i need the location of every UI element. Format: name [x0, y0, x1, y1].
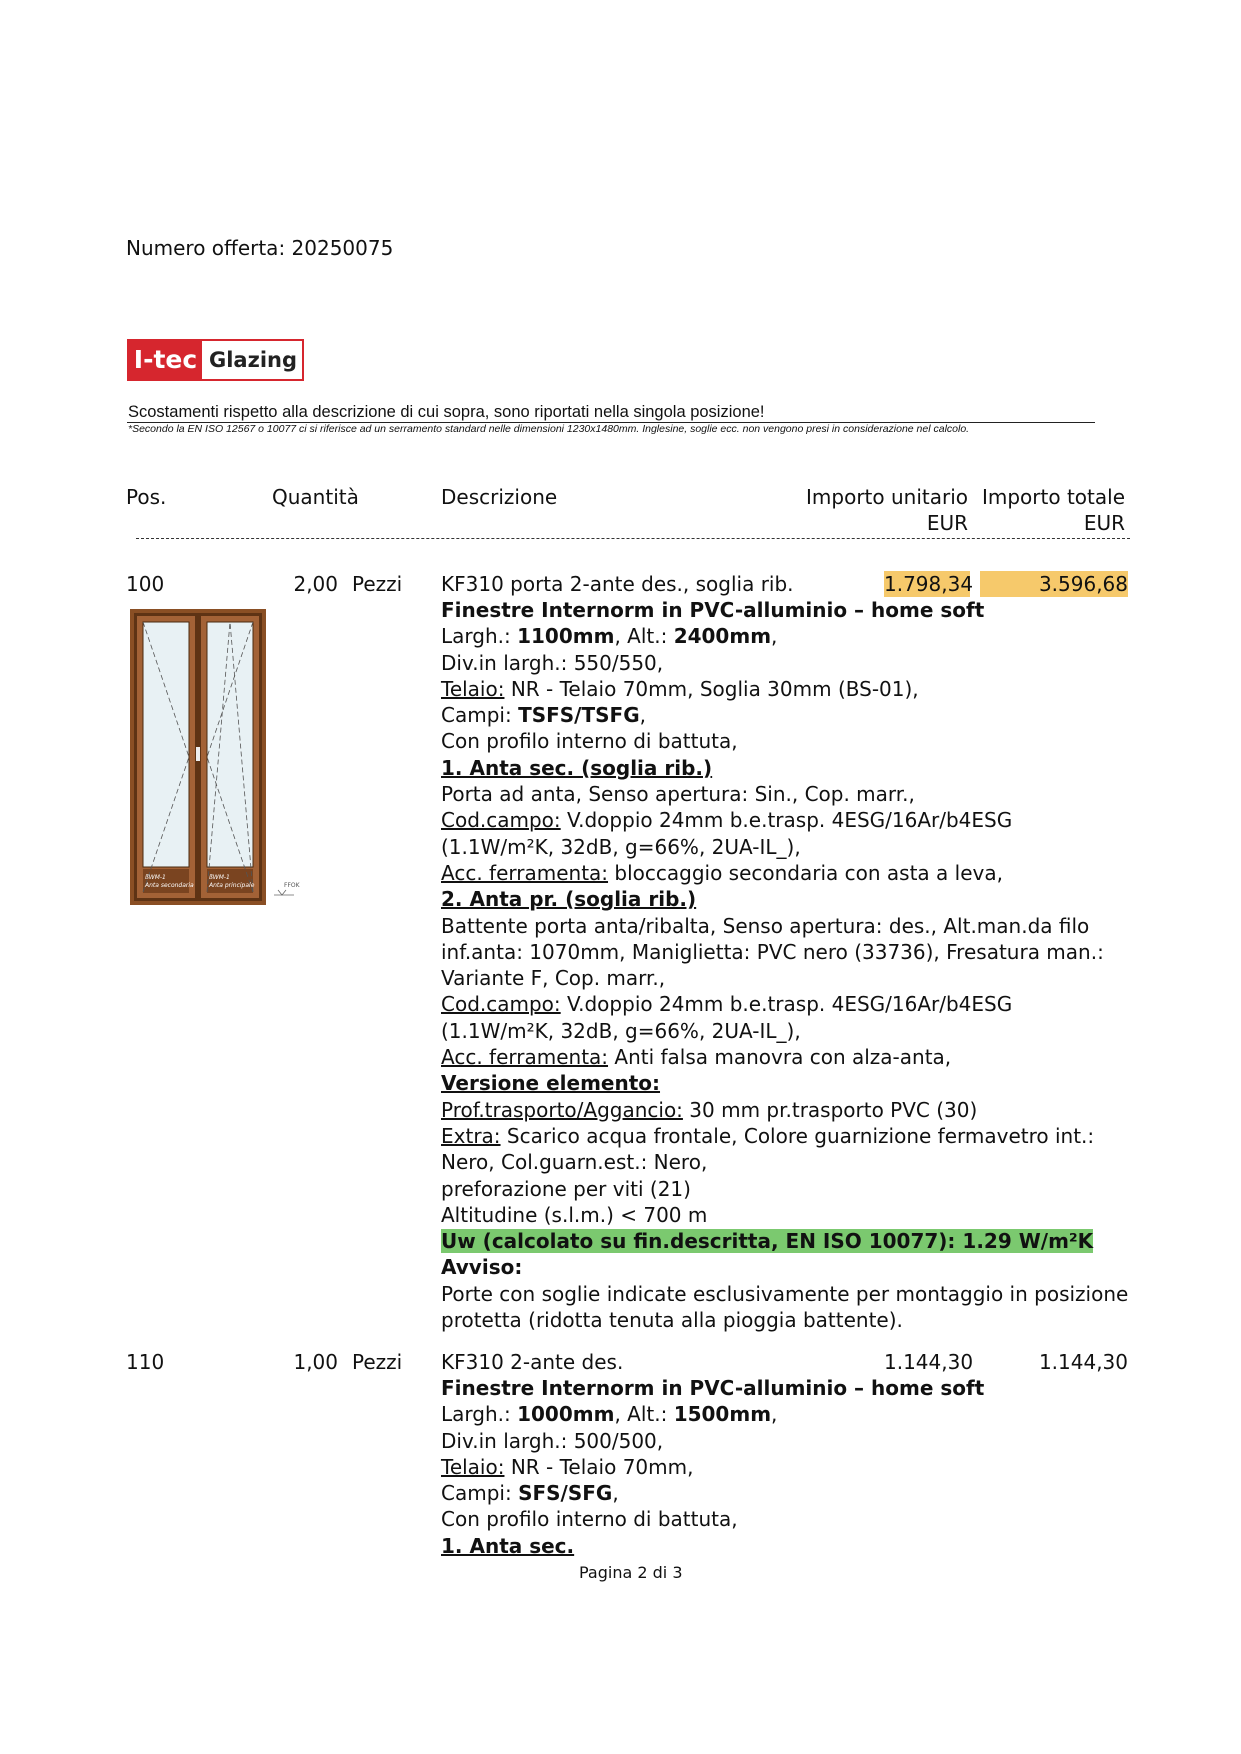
desc-subheading: Versione elemento:: [441, 1071, 661, 1096]
desc-line: Finestre Internorm in PVC-alluminio – home soft: [441, 598, 985, 622]
label-left-1: ßWM-1: [145, 874, 166, 881]
header-total-price-line1: Importo totale: [981, 485, 1125, 509]
offer-number: Numero offerta: 20250075: [126, 236, 394, 260]
item-unit: Pezzi: [352, 572, 403, 596]
item-qty: 1,00: [293, 1350, 338, 1374]
desc-subheading: 2. Anta pr. (soglia rib.): [441, 887, 697, 912]
item-title: KF310 porta 2-ante des., soglia rib.: [441, 572, 794, 596]
ffok-label: FFOK: [284, 882, 300, 889]
label-right-2: Anta principale: [209, 882, 255, 889]
handle-icon: [196, 747, 200, 761]
desc-line: Con profilo interno di battuta,: [441, 1507, 738, 1532]
desc-line: Porte con soglie indicate esclusivamente per montaggio in posizione: [441, 1281, 1129, 1306]
page-number: Pagina 2 di 3: [579, 1563, 683, 1582]
uw-value: Uw (calcolato su fin.descritta, EN ISO 10077): 1.29 W/m²K: [441, 1229, 1094, 1254]
desc-line: Finestre Internorm in PVC-alluminio – home soft: [441, 1376, 985, 1400]
desc-line: Largh.: 1000mm, Alt.: 1500mm,: [441, 1402, 778, 1427]
header-desc: Descrizione: [441, 485, 558, 509]
logo-glazing: Glazing: [209, 348, 298, 372]
desc-line: Variante F, Cop. marr.,: [441, 966, 666, 991]
item-title: KF310 2-ante des.: [441, 1350, 624, 1374]
standard-footnote: *Secondo la EN ISO 12567 o 10077 ci si riferisce ad un serramento standard nelle dimensioni 1230x1480mm. Inglesine, soglie ecc. non vengono presi in considerazione nel calcolo.: [128, 423, 970, 435]
desc-subheading: 1. Anta sec. (soglia rib.): [441, 755, 713, 780]
desc-line: Div.in largh.: 500/500,: [441, 1428, 664, 1453]
desc-line: Largh.: 1100mm, Alt.: 2400mm,: [441, 624, 778, 649]
desc-line: preforazione per viti (21): [441, 1176, 691, 1201]
desc-line: Telaio: NR - Telaio 70mm, Soglia 30mm (BS-01),: [441, 676, 919, 701]
company-logo: [127, 339, 304, 381]
item-unit: Pezzi: [352, 1350, 403, 1374]
header-unit-price-line1: Importo unitario: [806, 485, 968, 509]
desc-line: Porta ad anta, Senso apertura: Sin., Cop. marr.,: [441, 782, 915, 807]
desc-line: Con profilo interno di battuta,: [441, 729, 738, 754]
header-pos: Pos.: [126, 485, 167, 509]
desc-line: Div.in largh.: 550/550,: [441, 650, 664, 675]
header-qty: Quantità: [272, 485, 359, 509]
item-qty: 2,00: [293, 572, 338, 596]
desc-line: Telaio: NR - Telaio 70mm,: [441, 1454, 694, 1479]
desc-line: Cod.campo: V.doppio 24mm b.e.trasp. 4ESG/16Ar/b4ESG: [441, 808, 1013, 833]
item-pos: 110: [126, 1350, 165, 1374]
header-unit-price: [780, 484, 968, 536]
item-total-price: 3.596,68: [980, 571, 1128, 597]
item-unit-price: 1.798,34: [884, 572, 974, 596]
item-pos: 100: [126, 572, 165, 596]
desc-line: (1.1W/m²K, 32dB, g=66%, 2UA-IL_),: [441, 1018, 801, 1043]
desc-line: protetta (ridotta tenuta alla pioggia battente).: [441, 1308, 903, 1333]
desc-line: inf.anta: 1070mm, Maniglietta: PVC nero (33736), Fresatura man.:: [441, 939, 1104, 964]
header-total-price: [980, 484, 1125, 536]
glass-left: [143, 622, 189, 867]
desc-line: Nero, Col.guarn.est.: Nero,: [441, 1150, 708, 1175]
logo-itec: I-tec: [129, 341, 202, 379]
desc-line: Campi: TSFS/TSFG,: [441, 703, 646, 728]
item-total-price: 1.144,30: [1038, 1350, 1128, 1374]
ffok-arrow-icon: [278, 890, 286, 895]
door-drawing: [128, 607, 300, 907]
header-unit-price-line2: EUR: [926, 511, 968, 535]
desc-line: Campi: SFS/SFG,: [441, 1481, 619, 1506]
desc-line: Acc. ferramenta: bloccaggio secondaria con asta a leva,: [441, 860, 1003, 885]
desc-line: Altitudine (s.l.m.) < 700 m: [441, 1202, 708, 1227]
glass-right: [207, 622, 253, 867]
desc-line: Extra: Scarico acqua frontale, Colore guarnizione fermavetro int.:: [441, 1123, 1095, 1148]
desc-line: Cod.campo: V.doppio 24mm b.e.trasp. 4ESG/16Ar/b4ESG: [441, 992, 1013, 1017]
header-total-price-line2: EUR: [1083, 511, 1125, 535]
label-right-1: ßWM-1: [209, 874, 230, 881]
header-divider: [136, 538, 1130, 539]
deviations-note: Scostamenti rispetto alla descrizione di cui sopra, sono riportati nella singola posizione!: [128, 403, 765, 421]
desc-subheading: Avviso:: [441, 1255, 523, 1280]
label-left-2: Anta secondaria: [145, 882, 194, 889]
desc-line: Prof.trasporto/Aggancio: 30 mm pr.trasporto PVC (30): [441, 1097, 978, 1122]
item-description: [441, 597, 1161, 1333]
desc-line: (1.1W/m²K, 32dB, g=66%, 2UA-IL_),: [441, 834, 801, 859]
item-unit-price: 1.144,30: [884, 1350, 974, 1374]
desc-subheading: 1. Anta sec.: [441, 1533, 575, 1558]
desc-line: Acc. ferramenta: Anti falsa manovra con alza-anta,: [441, 1045, 952, 1070]
desc-line: Battente porta anta/ribalta, Senso apertura: des., Alt.man.da filo: [441, 913, 1090, 938]
item-description: [441, 1375, 1161, 1559]
